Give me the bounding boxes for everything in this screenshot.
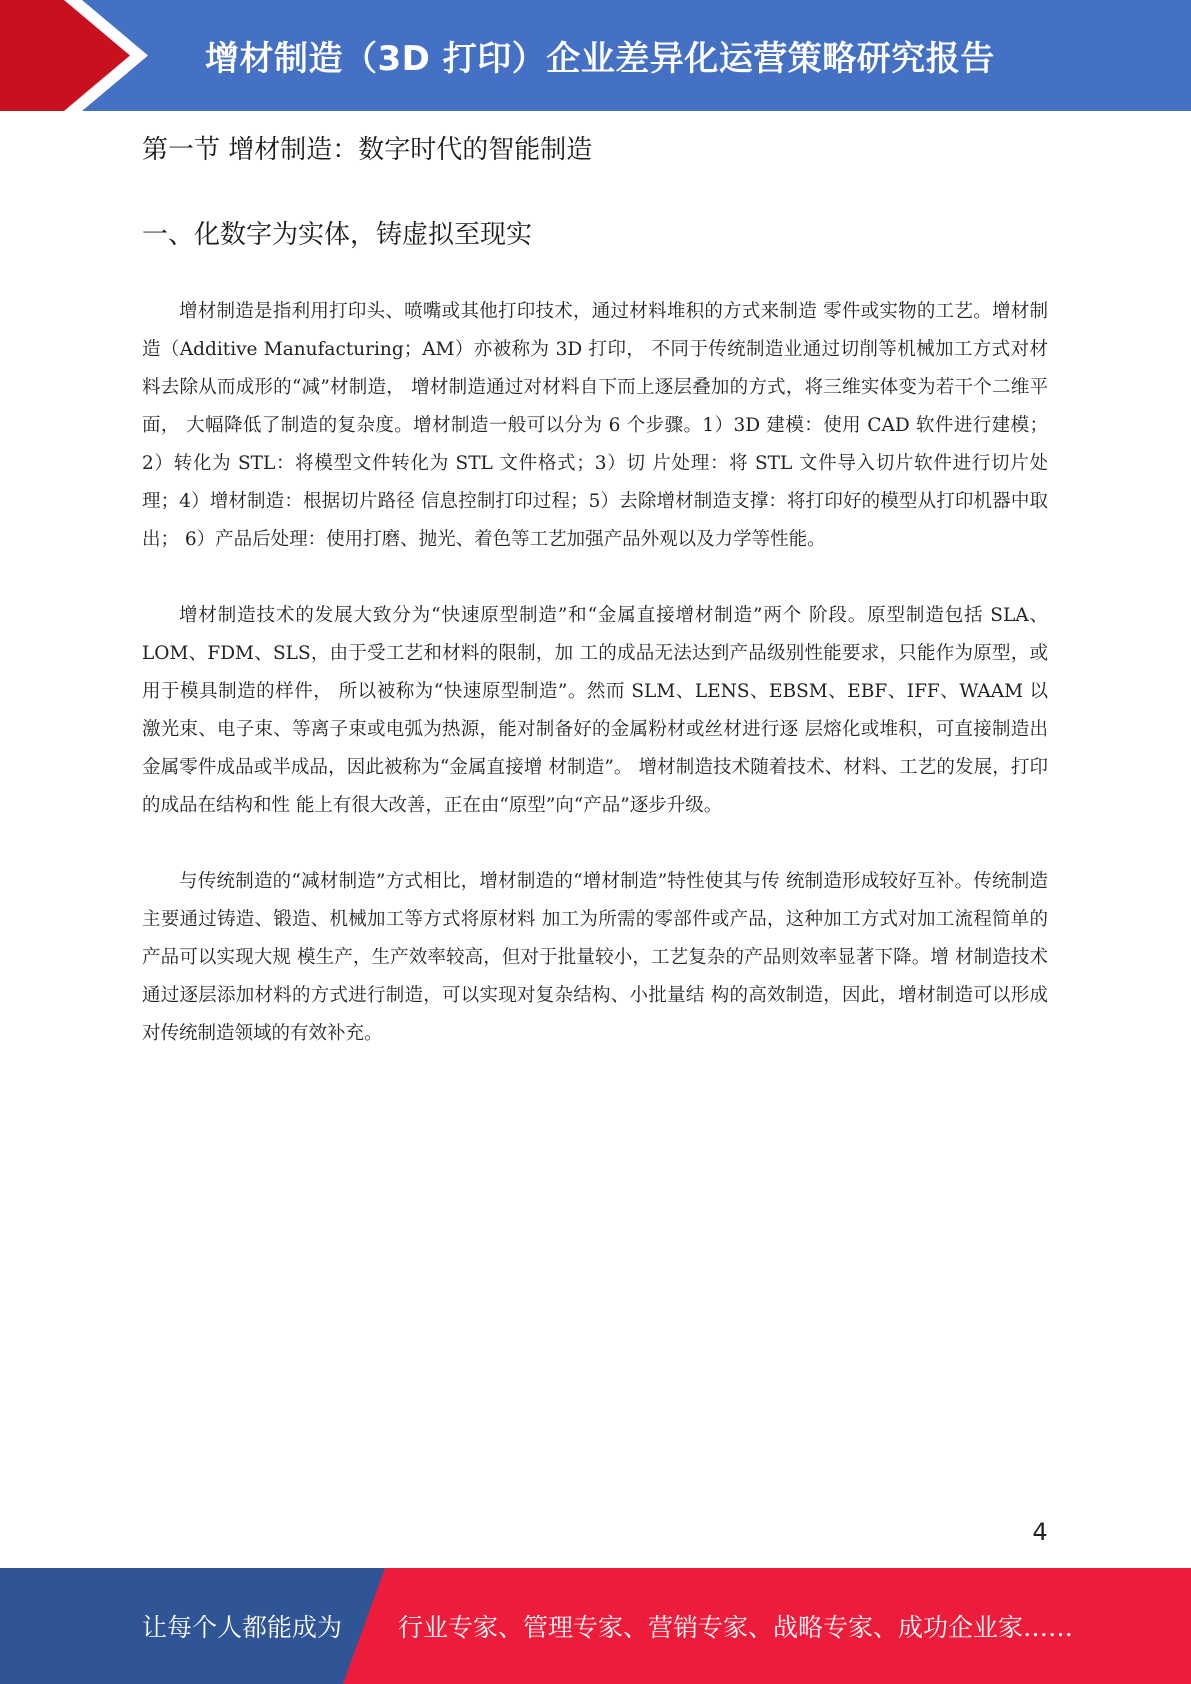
section-title: 第一节 增材制造：数字时代的智能制造 bbox=[142, 135, 593, 165]
footer-slogan: 让每个人都能成为 bbox=[142, 1613, 343, 1642]
footer-roles: 行业专家、管理专家、营销专家、战略专家、成功企业家…… bbox=[398, 1613, 1074, 1642]
header-banner bbox=[0, 0, 1191, 111]
sub-title: 一、化数字为实体，铸虚拟至现实 bbox=[142, 220, 533, 250]
paragraph: 增材制造是指利用打印头、喷嘴或其他打印技术，通过材料堆积的方式来制造 零件或实物的工艺。增材制造（Additive Manufacturing；AM）亦被称为 3D 打印， 不同于传统制造业通过切削等机械加工方式对材料去除从而成形的“减”材制造， 增材制造通过对材料自下而上逐层叠加的方式，将三维实体变为若干个二维平面， 大幅降低了制造的复杂度。增材制造一般可以分为 6 个步骤。1）3D 建模：使用 CAD 软件进行建模；2）转化为 STL：将模型文件转化为 STL 文件格式；3）切 片处理：将 STL 文件导入切片软件进行切片处理；4）增材制造：根据切片路径 信息控制打印过程；5）去除增材制造支撑：将打印好的模型从打印机器中取出； 6）产品后处理：使用打磨、抛光、着色等工艺加强产品外观以及力学等性能。 bbox=[142, 301, 1048, 550]
page-number: 4 bbox=[1032, 1518, 1048, 1546]
header-arrow-decoration bbox=[0, 0, 160, 111]
paragraph: 增材制造技术的发展大致分为“快速原型制造”和“金属直接增材制造”两个 阶段。原型制造包括 SLA、LOM、FDM、SLS，由于受工艺和材料的限制，加 工的成品无法达到产品级别性能要求，只能作为原型，或用于模具制造的样件， 所以被称为“快速原型制造”。然而 SLM、LENS、EBSM、EBF、IFF、WAAM 以 激光束、电子束、等离子束或电弧为热源，能对制备好的金属粉材或丝材进行逐 层熔化或堆积，可直接制造出金属零件成品或半成品，因此被称为“金属直接增 材制造”。 增材制造技术随着技术、材料、工艺的发展，打印的成品在结构和性 能上有很大改善，正在由“原型”向“产品”逐步升级。 bbox=[142, 605, 1048, 816]
paragraph: 与传统制造的“减材制造”方式相比，增材制造的“增材制造”特性使其与传 统制造形成较好互补。传统制造主要通过铸造、锻造、机械加工等方式将原材料 加工为所需的零部件或产品，这种加工方式对加工流程简单的产品可以实现大规 模生产，生产效率较高，但对于批量较小，工艺复杂的产品则效率显著下降。增 材制造技术通过逐层添加材料的方式进行制造，可以实现对复杂结构、小批量结 构的高效制造，因此，增材制造可以形成对传统制造领域的有效补充。 bbox=[142, 871, 1048, 1044]
footer-banner bbox=[0, 1568, 1191, 1684]
report-title: 增材制造（3D 打印）企业差异化运营策略研究报告 bbox=[205, 39, 995, 79]
document-body bbox=[142, 130, 1048, 1053]
